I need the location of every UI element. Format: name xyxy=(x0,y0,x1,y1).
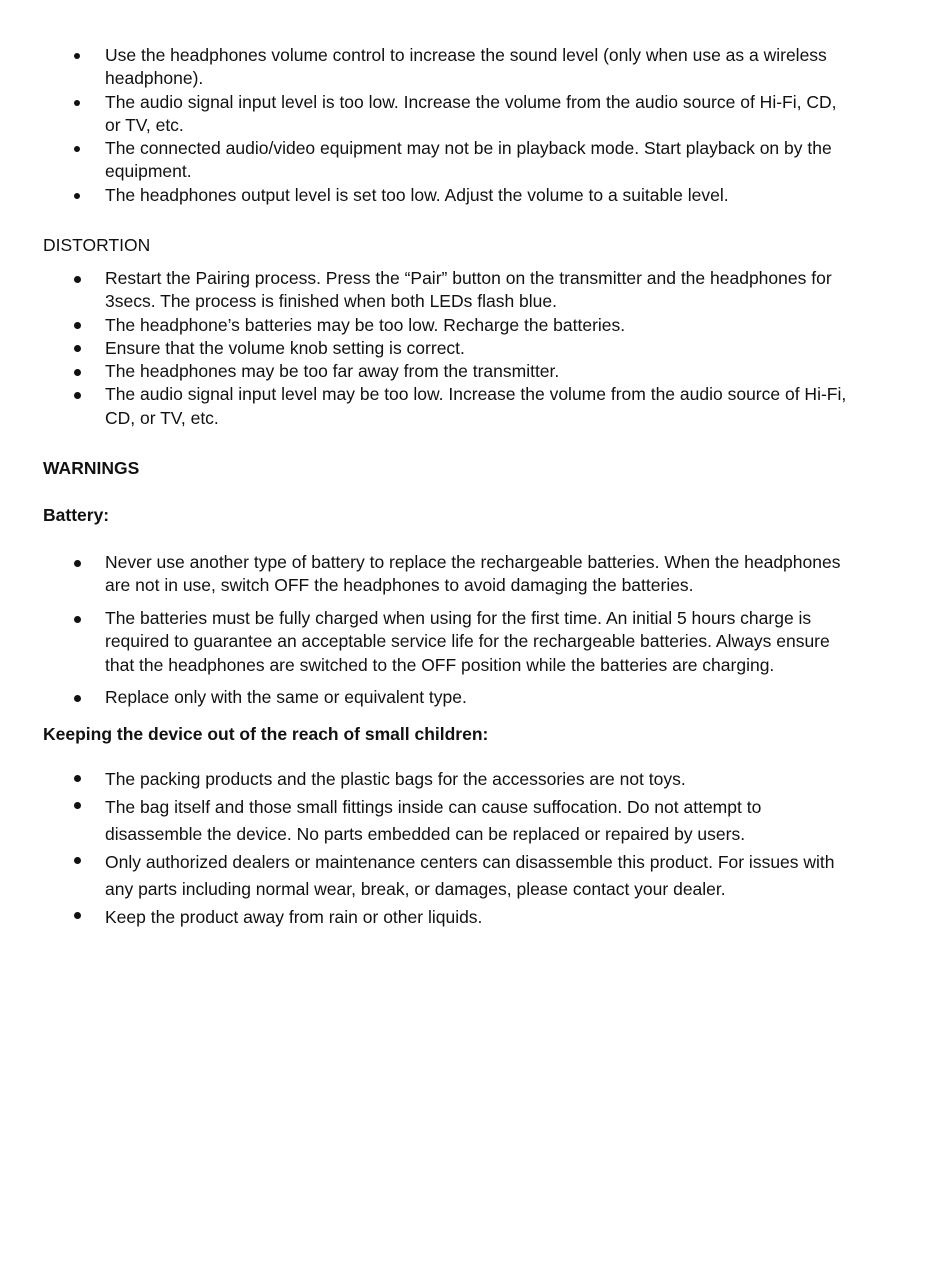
list-item: The headphone’s batteries may be too low. Recharge the batteries. xyxy=(0,314,855,337)
list-item: The headphones output level is set too low. Adjust the volume to a suitable level. xyxy=(0,184,855,207)
list-item: The audio signal input level is too low. Increase the volume from the audio source of Hi-Fi, CD, or TV, etc. xyxy=(0,91,855,138)
list-item: Replace only with the same or equivalent type. xyxy=(0,686,855,709)
battery-heading: Battery: xyxy=(43,505,110,525)
list-item: Never use another type of battery to replace the rechargeable batteries. When the headphones are not in use, switch OFF the headphones to avoid damaging the batteries. xyxy=(0,551,855,598)
warnings-heading: WARNINGS xyxy=(43,458,140,478)
battery-list xyxy=(0,551,950,719)
list-item: Use the headphones volume control to increase the sound level (only when use as a wireless headphone). xyxy=(0,44,855,91)
distortion-list xyxy=(0,267,950,430)
list-item: The bag itself and those small fittings inside can cause suffocation. Do not attempt to disassemble the device. No parts embedded can be replaced or repaired by users. xyxy=(0,794,855,849)
list-item: The packing products and the plastic bags for the accessories are not toys. xyxy=(0,766,855,794)
list-item: The headphones may be too far away from the transmitter. xyxy=(0,360,855,383)
no-sound-list xyxy=(0,44,950,207)
list-item: Ensure that the volume knob setting is correct. xyxy=(0,337,855,360)
distortion-heading: DISTORTION xyxy=(43,235,151,255)
list-item: Restart the Pairing process. Press the “Pair” button on the transmitter and the headphones for 3secs. The process is finished when both LEDs flash blue. xyxy=(0,267,855,314)
list-item: The batteries must be fully charged when using for the first time. An initial 5 hours charge is required to guarantee an acceptable service life for the rechargeable batteries. Always ensure that the headphones are switched to the OFF position while the batteries are charging. xyxy=(0,607,855,677)
list-item: Only authorized dealers or maintenance centers can disassemble this product. For issues with any parts including normal wear, break, or damages, please contact your dealer. xyxy=(0,849,855,904)
list-item: The audio signal input level may be too low. Increase the volume from the audio source of Hi-Fi, CD, or TV, etc. xyxy=(0,383,855,430)
children-list xyxy=(0,766,950,931)
list-item: Keep the product away from rain or other liquids. xyxy=(0,904,855,932)
children-heading: Keeping the device out of the reach of small children: xyxy=(43,724,489,744)
list-item: The connected audio/video equipment may not be in playback mode. Start playback on by the equipment. xyxy=(0,137,855,184)
